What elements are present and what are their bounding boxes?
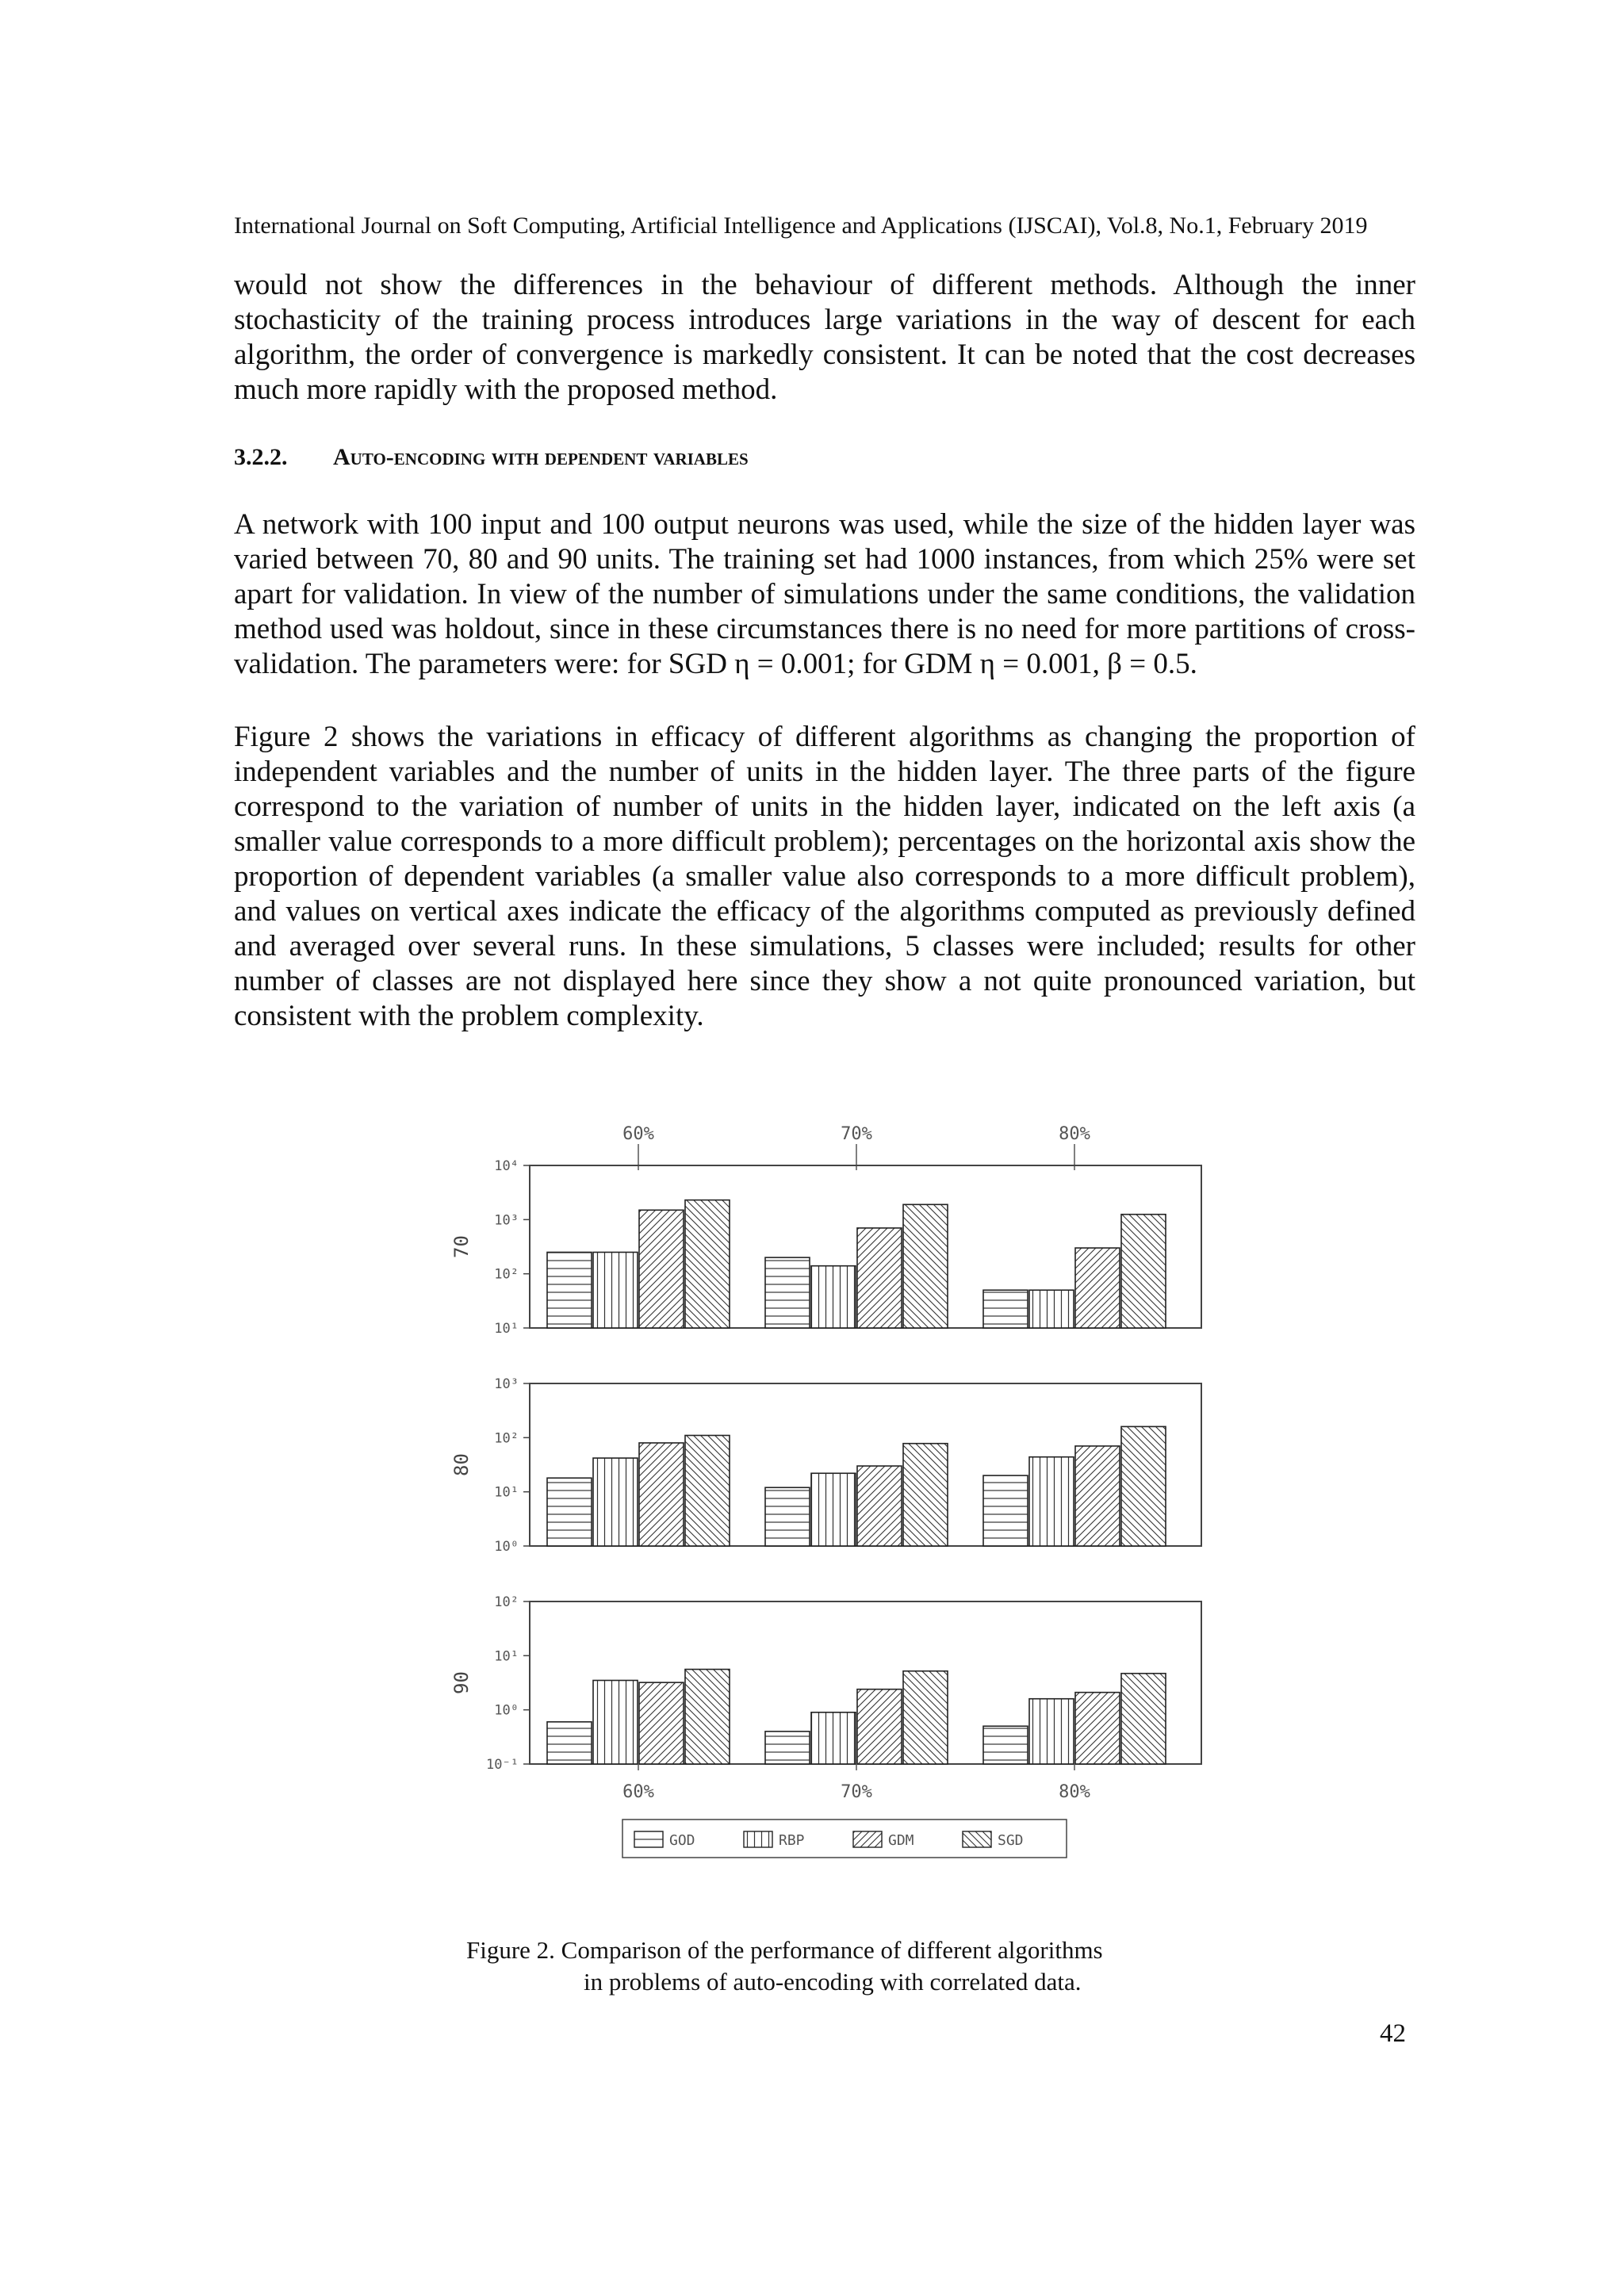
y-tick-label: 10³: [494, 1212, 519, 1229]
bar-GOD: [765, 1257, 810, 1328]
caption-line-2: in problems of auto-encoding with correlated data.: [584, 1968, 1082, 1996]
y-tick-label: 10⁴: [494, 1158, 519, 1174]
figure-caption: [466, 1934, 1228, 1998]
bar-RBP: [1029, 1290, 1074, 1328]
page-number: 42: [1380, 2019, 1406, 2048]
bar-RBP: [811, 1712, 856, 1764]
legend-swatch-SGD: [963, 1831, 991, 1847]
bar-GDM: [639, 1210, 684, 1328]
y-tick-label: 10²: [494, 1430, 519, 1447]
top-category-label: 80%: [1059, 1124, 1090, 1144]
legend: [622, 1820, 1067, 1858]
bar-SGD: [685, 1200, 730, 1328]
panel-label: 70: [450, 1235, 473, 1258]
paragraph-2: A network with 100 input and 100 output neurons was used, while the size of the hidden layer was varied between 70, 80 and 90 units. The training set had 1000 instances, from which 25% were set apart for validation. In view of the number of simulations under the same conditions, the validation method used was holdout, since in these circumstances there is no need for more partitions of cross-validation. The parameters were: for SGD η = 0.001; for GDM η = 0.001, β = 0.5.: [234, 508, 1415, 680]
bar-SGD: [1121, 1674, 1166, 1764]
legend-swatch-RBP: [744, 1831, 772, 1847]
paragraph-1: would not show the differences in the behaviour of different methods. Although the inner stochasticity of the training process introduces large variations in the way of descent for each algorithm, the order of convergence is markedly consistent. It can be noted that the cost decreases much more rapidly with the proposed method.: [234, 269, 1415, 406]
bar-GOD: [983, 1726, 1028, 1764]
bar-SGD: [903, 1444, 948, 1546]
bar-GOD: [765, 1732, 810, 1764]
bar-GDM: [639, 1443, 684, 1546]
bar-GDM: [1075, 1248, 1120, 1328]
bar-SGD: [1121, 1426, 1166, 1546]
bottom-category-label: 80%: [1059, 1782, 1090, 1802]
bar-GOD: [983, 1290, 1028, 1328]
legend-label-GOD: GOD: [669, 1832, 695, 1849]
legend-label-SGD: SGD: [998, 1832, 1024, 1849]
section-heading: [234, 444, 749, 471]
section-number: 3.2.2.: [234, 444, 288, 470]
y-tick-label: 10¹: [494, 1484, 519, 1501]
bottom-category-label: 70%: [841, 1782, 872, 1802]
top-category-label: 70%: [841, 1124, 872, 1144]
bar-RBP: [1029, 1457, 1074, 1546]
bar-RBP: [1029, 1699, 1074, 1764]
panel-70: [450, 1158, 1201, 1337]
bottom-category-label: 60%: [622, 1782, 654, 1802]
bar-GDM: [857, 1689, 902, 1764]
bar-RBP: [811, 1473, 856, 1546]
panel-label: 90: [450, 1671, 473, 1694]
bar-RBP: [593, 1458, 638, 1546]
bar-GDM: [857, 1228, 902, 1328]
bar-SGD: [685, 1670, 730, 1764]
panel-80: [450, 1376, 1201, 1555]
legend-swatch-GDM: [853, 1831, 882, 1847]
y-tick-label: 10²: [494, 1266, 519, 1283]
figure-2-chart: [444, 1122, 1237, 1899]
bar-RBP: [593, 1680, 638, 1764]
legend-swatch-GOD: [634, 1831, 663, 1847]
bar-RBP: [593, 1252, 638, 1328]
bar-GDM: [857, 1466, 902, 1546]
caption-line-1: Figure 2. Comparison of the performance of different algorithms: [466, 1936, 1103, 1964]
paragraph-3: Figure 2 shows the variations in efficacy of different algorithms as changing the proportion of independent variables and the number of units in the hidden layer. The three parts of the figure correspond to the variation of number of units in the hidden layer, indicated on the left axis (a smaller value corresponds to a more difficult problem); percentages on the horizontal axis show the proportion of dependent variables (a smaller value also corresponds to a more difficult problem), and values on vertical axes indicate the efficacy of the algorithms computed as previously defined and averaged over several runs. In these simulations, 5 classes were included; results for other number of classes are not displayed here since they show a not quite pronounced variation, but consistent with the problem complexity.: [234, 721, 1415, 1032]
y-tick-label: 10⁰: [494, 1539, 519, 1555]
bar-GOD: [547, 1478, 592, 1546]
bar-SGD: [1121, 1215, 1166, 1328]
bar-GOD: [983, 1475, 1028, 1546]
bar-SGD: [903, 1671, 948, 1764]
journal-header: International Journal on Soft Computing, Artificial Intelligence and Applications (IJSCAI), Vol.8, No.1, February 2019: [234, 212, 1368, 239]
legend-label-GDM: GDM: [888, 1832, 914, 1849]
bar-GOD: [547, 1252, 592, 1328]
bar-GOD: [765, 1487, 810, 1546]
y-tick-label: 10²: [494, 1594, 519, 1610]
panel-label: 80: [450, 1453, 473, 1476]
y-tick-label: 10⁻¹: [486, 1757, 519, 1773]
bar-GOD: [547, 1722, 592, 1764]
bar-GDM: [1075, 1693, 1120, 1764]
bar-RBP: [811, 1266, 856, 1328]
bar-SGD: [903, 1204, 948, 1328]
bar-GDM: [639, 1682, 684, 1764]
bar-SGD: [685, 1436, 730, 1546]
bar-GDM: [1075, 1446, 1120, 1546]
y-tick-label: 10⁰: [494, 1702, 519, 1719]
y-tick-label: 10³: [494, 1376, 519, 1392]
section-title: Auto-encoding with dependent variables: [333, 444, 749, 470]
legend-label-RBP: RBP: [779, 1832, 805, 1849]
y-tick-label: 10¹: [494, 1648, 519, 1665]
top-category-label: 60%: [622, 1124, 654, 1144]
y-tick-label: 10¹: [494, 1321, 519, 1337]
panel-90: [450, 1594, 1201, 1773]
